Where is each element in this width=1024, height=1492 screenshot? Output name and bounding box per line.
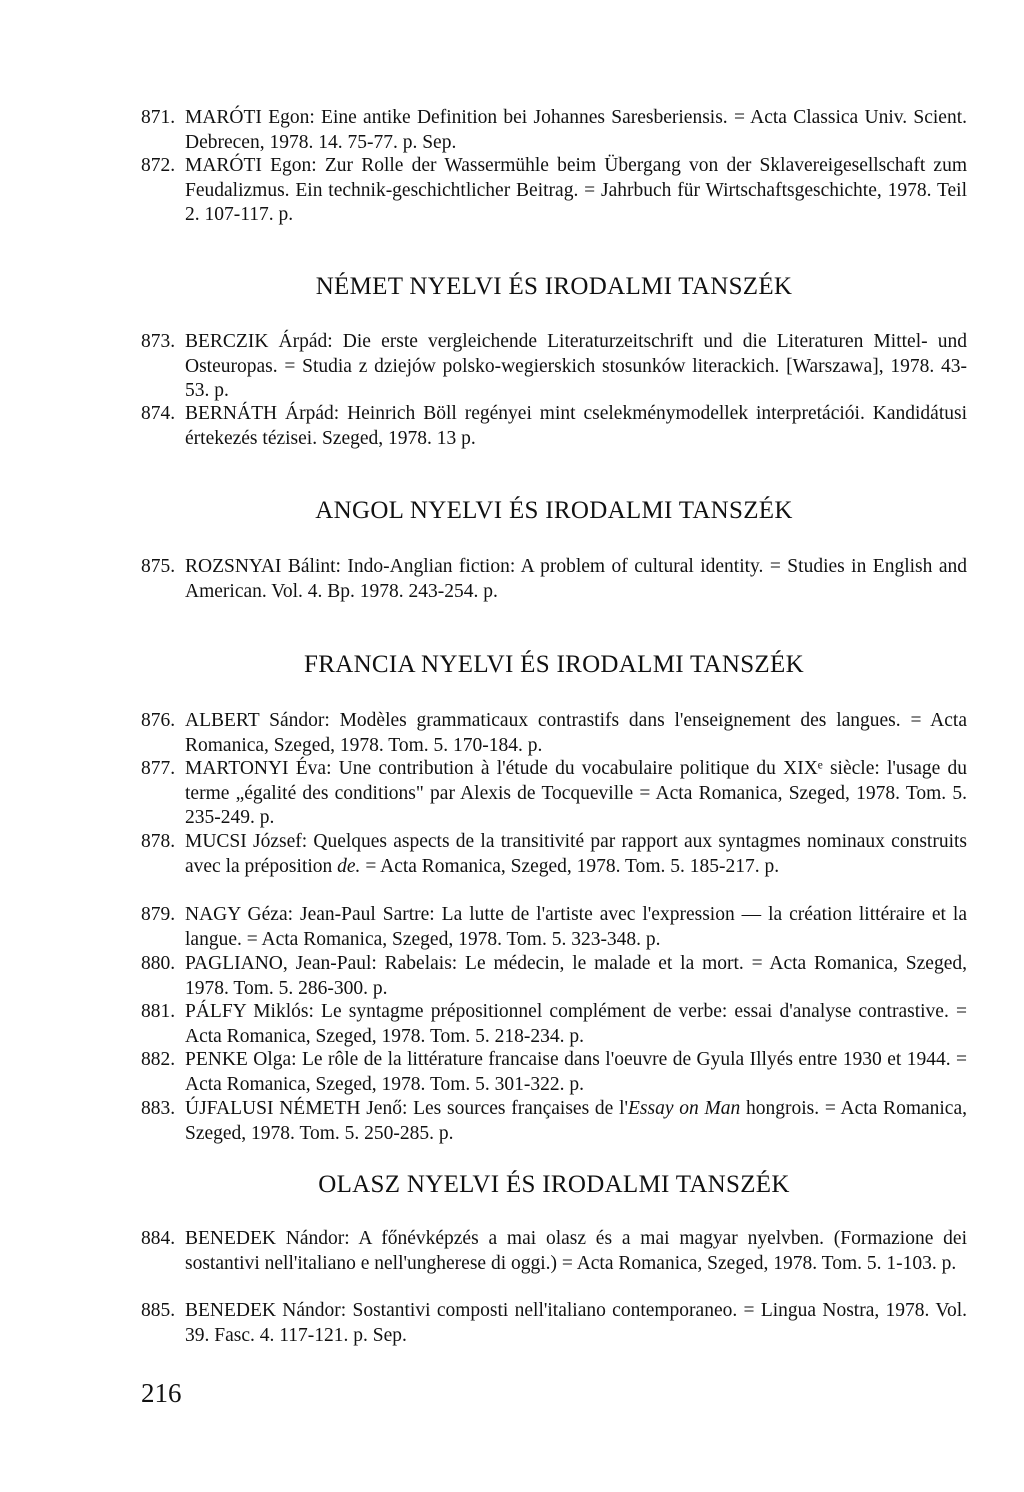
entry-number: 876. bbox=[141, 710, 176, 731]
entry-text: MARTONYI Éva: Une contribution à l'étude du vocabulaire politique du XIXᵉ siècle: l'usage du terme „égalité des conditions" par Alexis de Tocqueville = Acta Romanica, Szeged, 1978. Tom. 5. 235-249. p. bbox=[185, 758, 967, 828]
entry-871 bbox=[141, 106, 967, 155]
entry-881 bbox=[141, 1000, 967, 1049]
entry-number: 878. bbox=[141, 831, 176, 852]
entry-number: 879. bbox=[141, 904, 176, 925]
entry-number: 877. bbox=[141, 758, 176, 779]
entry-883 bbox=[141, 1097, 967, 1146]
entry-876 bbox=[141, 709, 967, 758]
entry-878 bbox=[141, 830, 967, 879]
entry-text: BENEDEK Nándor: A főnévképzés a mai olasz és a mai magyar nyelvben. (Formazione dei sostantivi nell'italiano e nell'ungherese di oggi.) = Acta Romanica, Szeged, 1978. Tom. 5. 1-103. p. bbox=[185, 1228, 967, 1274]
entry-text: BENEDEK Nándor: Sostantivi composti nell'italiano contemporaneo. = Lingua Nostra, 1978. Vol. 39. Fasc. 4. 117-121. p. Sep. bbox=[185, 1300, 967, 1346]
entry-874 bbox=[141, 402, 967, 451]
page-number: 216 bbox=[141, 1378, 182, 1408]
entry-text: MARÓTI Egon: Zur Rolle der Wassermühle beim Übergang von der Sklavereigesellschaft zum Feudalizmus. Ein technik-geschichtlicher Beitrag. = Jahrbuch für Wirtschaftsgeschichte, 1978. Teil 2. 107-117. p. bbox=[185, 155, 967, 225]
section-heading-olasz: OLASZ NYELVI ÉS IRODALMI TANSZÉK bbox=[318, 1171, 790, 1198]
entry-text: PENKE Olga: Le rôle de la littérature francaise dans l'oeuvre de Gyula Illyés entre 1930 et 1944. = Acta Romanica, Szeged, 1978. Tom. 5. 301-322. p. bbox=[185, 1049, 967, 1095]
entry-number: 874. bbox=[141, 403, 176, 424]
entry-873 bbox=[141, 330, 967, 404]
italic-title: Essay on Man bbox=[628, 1098, 741, 1119]
entry-number: 885. bbox=[141, 1300, 176, 1321]
entry-text: ALBERT Sándor: Modèles grammaticaux contrastifs dans l'enseignement des langues. = Acta Romanica, Szeged, 1978. Tom. 5. 170-184. p. bbox=[185, 710, 967, 756]
entry-872 bbox=[141, 154, 967, 228]
italic-term: de. bbox=[337, 855, 361, 877]
entry-879 bbox=[141, 903, 967, 952]
entry-text: PÁLFY Miklós: Le syntagme prépositionnel complément de verbe: essai d'analyse contrastive. = Acta Romanica, Szeged, 1978. Tom. 5. 218-234. p. bbox=[185, 1001, 967, 1047]
entry-number: 871. bbox=[141, 107, 176, 128]
section-heading-angol: ANGOL NYELVI ÉS IRODALMI TANSZÉK bbox=[315, 497, 793, 524]
entry-text: PAGLIANO, Jean-Paul: Rabelais: Le médecin, le malade et la mort. = Acta Romanica, Szeged, 1978. Tom. 5. 286-300. p. bbox=[185, 953, 967, 999]
entry-number: 882. bbox=[141, 1049, 176, 1070]
entry-875 bbox=[141, 555, 967, 604]
entry-number: 884. bbox=[141, 1228, 176, 1249]
entry-882 bbox=[141, 1048, 967, 1097]
entry-884 bbox=[141, 1227, 967, 1276]
entry-number: 881. bbox=[141, 1001, 176, 1022]
entry-885 bbox=[141, 1299, 967, 1348]
entry-text: NAGY Géza: Jean-Paul Sartre: La lutte de l'artiste avec l'expression — la création littéraire et la langue. = Acta Romanica, Szeged, 1978. Tom. 5. 323-348. p. bbox=[185, 904, 967, 950]
entry-877 bbox=[141, 757, 967, 831]
entry-number: 875. bbox=[141, 556, 176, 577]
entry-number: 880. bbox=[141, 953, 176, 974]
entry-text: MARÓTI Egon: Eine antike Definition bei Johannes Saresberiensis. = Acta Classica Univ. Scient. Debrecen, 1978. 14. 75-77. p. Sep. bbox=[185, 107, 967, 153]
entry-text: BERNÁTH Árpád: Heinrich Böll regényei mint cselekménymodellek interpretációi. Kandidátusi értekezés tézisei. Szeged, 1978. 13 p. bbox=[185, 403, 967, 449]
entry-number: 883. bbox=[141, 1098, 176, 1119]
entry-text: BERCZIK Árpád: Die erste vergleichende Literaturzeitschrift und die Literaturen Mittel- und Osteuropas. = Studia z dziejów polsko-wegierskich stosunków literackich. [Warszawa], 1978. 43-53. p. bbox=[185, 331, 967, 401]
entry-number: 873. bbox=[141, 331, 176, 352]
entry-number: 872. bbox=[141, 155, 176, 176]
section-heading-nemet: NÉMET NYELVI ÉS IRODALMI TANSZÉK bbox=[315, 273, 793, 300]
entry-text: MUCSI József: Quelques aspects de la transitivité par rapport aux syntagmes nominaux construits avec la préposition de. = Acta Romanica, Szeged, 1978. Tom. 5. 185-217. p. bbox=[185, 831, 967, 877]
entry-880 bbox=[141, 952, 967, 1001]
entry-text: ÚJFALUSI NÉMETH Jenő: Les sources françaises de l'Essay on Man hongrois. = Acta Romanica, Szeged, 1978. Tom. 5. 250-285. p. bbox=[185, 1098, 967, 1144]
entry-text: ROZSNYAI Bálint: Indo-Anglian fiction: A problem of cultural identity. = Studies in English and American. Vol. 4. Bp. 1978. 243-254. p. bbox=[185, 556, 967, 602]
section-heading-francia: FRANCIA NYELVI ÉS IRODALMI TANSZÉK bbox=[304, 651, 804, 678]
